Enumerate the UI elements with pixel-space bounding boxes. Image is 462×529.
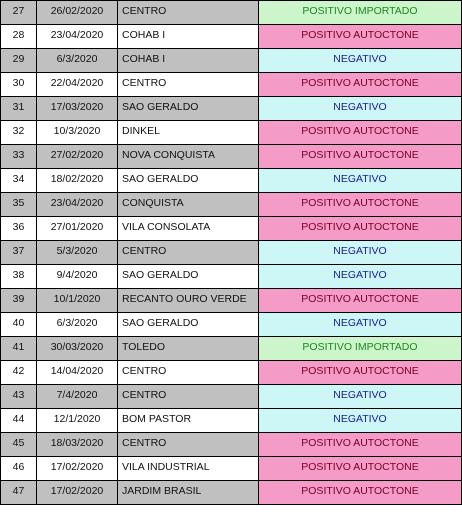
case-number-cell: 33 — [1, 145, 37, 169]
case-number-cell: 39 — [1, 289, 37, 313]
table-row — [1, 433, 462, 457]
neighborhood-cell: NOVA CONQUISTA — [118, 145, 259, 169]
result-cell: NEGATIVO — [259, 409, 462, 433]
case-number-cell: 44 — [1, 409, 37, 433]
result-cell: POSITIVO AUTOCTONE — [259, 193, 462, 217]
result-cell: POSITIVO AUTOCTONE — [259, 433, 462, 457]
neighborhood-cell: SAO GERALDO — [118, 97, 259, 121]
result-cell: NEGATIVO — [259, 241, 462, 265]
case-date-cell: 27/01/2020 — [37, 217, 118, 241]
neighborhood-cell: TOLEDO — [118, 337, 259, 361]
neighborhood-cell: RECANTO OURO VERDE — [118, 289, 259, 313]
neighborhood-cell: COHAB I — [118, 25, 259, 49]
result-cell: POSITIVO IMPORTADO — [259, 337, 462, 361]
neighborhood-cell: SAO GERALDO — [118, 169, 259, 193]
table-row — [1, 1, 462, 25]
neighborhood-cell: CENTRO — [118, 1, 259, 25]
case-number-cell: 38 — [1, 265, 37, 289]
case-table-body — [1, 1, 462, 505]
case-number-cell: 40 — [1, 313, 37, 337]
table-row — [1, 169, 462, 193]
case-number-cell: 46 — [1, 457, 37, 481]
case-date-cell: 6/3/2020 — [37, 313, 118, 337]
table-row — [1, 25, 462, 49]
result-cell: NEGATIVO — [259, 385, 462, 409]
case-date-cell: 18/03/2020 — [37, 433, 118, 457]
result-cell: NEGATIVO — [259, 97, 462, 121]
case-number-cell: 37 — [1, 241, 37, 265]
case-date-cell: 17/03/2020 — [37, 97, 118, 121]
result-cell: POSITIVO AUTOCTONE — [259, 217, 462, 241]
table-row — [1, 361, 462, 385]
case-date-cell: 27/02/2020 — [37, 145, 118, 169]
case-number-cell: 30 — [1, 73, 37, 97]
table-row — [1, 97, 462, 121]
case-number-cell: 43 — [1, 385, 37, 409]
table-row — [1, 145, 462, 169]
table-row — [1, 289, 462, 313]
case-date-cell: 26/02/2020 — [37, 1, 118, 25]
table-row — [1, 265, 462, 289]
case-date-cell: 17/02/2020 — [37, 481, 118, 505]
result-cell: POSITIVO AUTOCTONE — [259, 457, 462, 481]
result-cell: POSITIVO AUTOCTONE — [259, 145, 462, 169]
neighborhood-cell: VILA CONSOLATA — [118, 217, 259, 241]
neighborhood-cell: CENTRO — [118, 73, 259, 97]
case-date-cell: 7/4/2020 — [37, 385, 118, 409]
table-row — [1, 193, 462, 217]
case-date-cell: 10/3/2020 — [37, 121, 118, 145]
case-date-cell: 30/03/2020 — [37, 337, 118, 361]
neighborhood-cell: CENTRO — [118, 433, 259, 457]
table-row — [1, 385, 462, 409]
case-date-cell: 23/04/2020 — [37, 25, 118, 49]
neighborhood-cell: SAO GERALDO — [118, 313, 259, 337]
result-cell: NEGATIVO — [259, 49, 462, 73]
case-date-cell: 22/04/2020 — [37, 73, 118, 97]
case-date-cell: 18/02/2020 — [37, 169, 118, 193]
result-cell: POSITIVO AUTOCTONE — [259, 361, 462, 385]
neighborhood-cell: DINKEL — [118, 121, 259, 145]
case-date-cell: 6/3/2020 — [37, 49, 118, 73]
neighborhood-cell: COHAB I — [118, 49, 259, 73]
case-number-cell: 42 — [1, 361, 37, 385]
neighborhood-cell: CENTRO — [118, 385, 259, 409]
neighborhood-cell: CENTRO — [118, 241, 259, 265]
result-cell: NEGATIVO — [259, 313, 462, 337]
result-cell: POSITIVO IMPORTADO — [259, 1, 462, 25]
case-number-cell: 29 — [1, 49, 37, 73]
table-row — [1, 457, 462, 481]
result-cell: POSITIVO AUTOCTONE — [259, 73, 462, 97]
table-row — [1, 481, 462, 505]
result-cell: POSITIVO AUTOCTONE — [259, 121, 462, 145]
case-date-cell: 17/02/2020 — [37, 457, 118, 481]
case-date-cell: 5/3/2020 — [37, 241, 118, 265]
case-date-cell: 12/1/2020 — [37, 409, 118, 433]
neighborhood-cell: JARDIM BRASIL — [118, 481, 259, 505]
case-number-cell: 35 — [1, 193, 37, 217]
neighborhood-cell: CENTRO — [118, 361, 259, 385]
table-row — [1, 217, 462, 241]
neighborhood-cell: VILA INDUSTRIAL — [118, 457, 259, 481]
case-number-cell: 47 — [1, 481, 37, 505]
table-row — [1, 121, 462, 145]
neighborhood-cell: SAO GERALDO — [118, 265, 259, 289]
case-date-cell: 23/04/2020 — [37, 193, 118, 217]
table-row — [1, 49, 462, 73]
table-row — [1, 337, 462, 361]
case-number-cell: 31 — [1, 97, 37, 121]
result-cell: NEGATIVO — [259, 265, 462, 289]
case-number-cell: 45 — [1, 433, 37, 457]
case-number-cell: 34 — [1, 169, 37, 193]
case-number-cell: 27 — [1, 1, 37, 25]
case-number-cell: 41 — [1, 337, 37, 361]
case-date-cell: 9/4/2020 — [37, 265, 118, 289]
table-row — [1, 73, 462, 97]
neighborhood-cell: BOM PASTOR — [118, 409, 259, 433]
result-cell: POSITIVO AUTOCTONE — [259, 25, 462, 49]
case-date-cell: 14/04/2020 — [37, 361, 118, 385]
case-number-cell: 32 — [1, 121, 37, 145]
case-number-cell: 28 — [1, 25, 37, 49]
result-cell: NEGATIVO — [259, 169, 462, 193]
result-cell: POSITIVO AUTOCTONE — [259, 481, 462, 505]
result-cell: POSITIVO AUTOCTONE — [259, 289, 462, 313]
neighborhood-cell: CONQUISTA — [118, 193, 259, 217]
table-row — [1, 313, 462, 337]
case-number-cell: 36 — [1, 217, 37, 241]
table-row — [1, 409, 462, 433]
case-date-cell: 10/1/2020 — [37, 289, 118, 313]
table-row — [1, 241, 462, 265]
